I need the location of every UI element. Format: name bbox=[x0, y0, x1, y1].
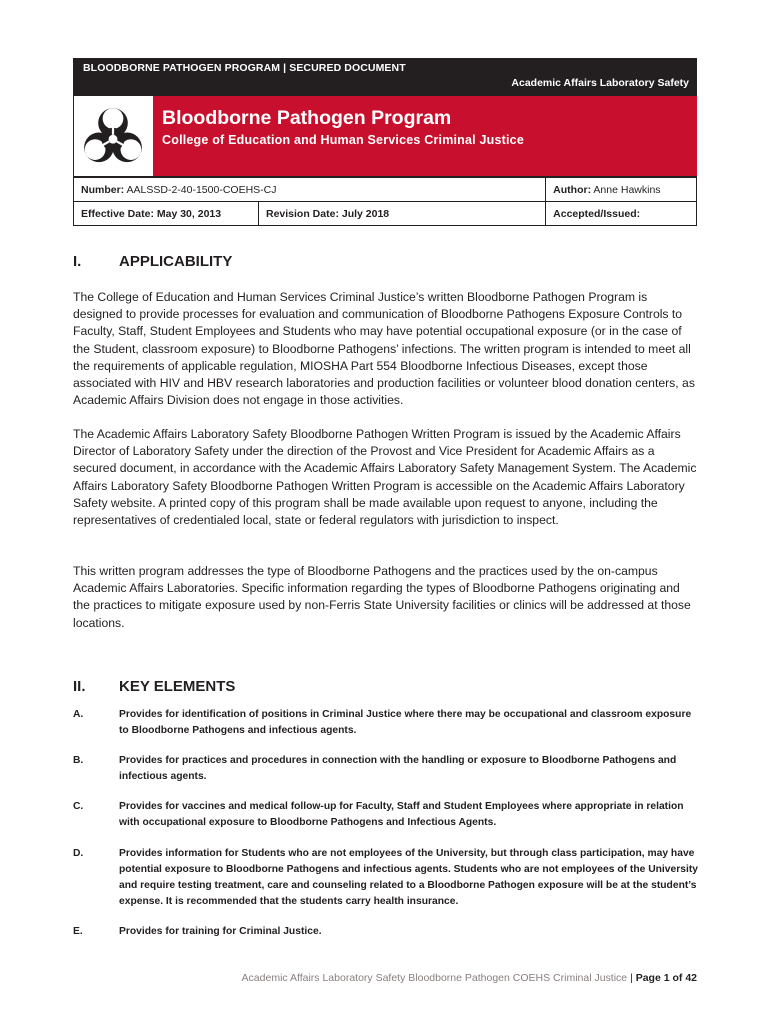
department-name: Academic Affairs Laboratory Safety bbox=[511, 77, 689, 89]
paragraph: The Academic Affairs Laboratory Safety Bloodborne Pathogen Written Program is issued by the Academic Affairs Director of Laboratory Safety under the direction of the Provost and Vice President for Academic Affairs as a secured document, in accordance with the Academic Affairs Laboratory Safety Management System. The Academic Affairs Laboratory Safety Bloodborne Pathogen Written Program is accessible on the Academic Affairs Laboratory Safety website. A printed copy of this program shall be made available upon request to anyone, including the representatives of credentialed local, state or federal regulators with jurisdiction to inspect. bbox=[73, 427, 697, 528]
biohazard-icon bbox=[76, 102, 150, 172]
list-item-letter: C. bbox=[73, 801, 84, 812]
section-title: APPLICABILITY bbox=[119, 253, 233, 270]
number-value: AALSSD-2-40-1500-COEHS-CJ bbox=[126, 183, 277, 196]
number-label: Number: bbox=[81, 183, 125, 196]
accepted-label: Accepted/Issued: bbox=[553, 207, 641, 220]
list-item-text: Provides for training for Criminal Justice. bbox=[119, 926, 322, 937]
footer-text: Academic Affairs Laboratory Safety Bloodborne Pathogen COEHS Criminal Justice bbox=[241, 972, 628, 984]
page-footer bbox=[0, 972, 697, 984]
document-subtitle: College of Education and Human Services Criminal Justice bbox=[162, 133, 524, 147]
section-number: II. bbox=[73, 678, 86, 695]
paragraph: This written program addresses the type of Bloodborne Pathogens and the practices used by the on-campus Academic Affairs Laboratories. Specific information regarding the types of Bloodborne Pathogens originating and the practices to mitigate exposure used by non-Ferris State University facilities or clinics will be addressed at those locations. bbox=[73, 564, 691, 630]
revision-date-label: Revision Date: bbox=[266, 207, 339, 220]
effective-date-value: May 30, 2013 bbox=[156, 207, 222, 220]
document-classification: BLOODBORNE PATHOGEN PROGRAM | SECURED DOCUMENT bbox=[83, 62, 406, 74]
section-title: KEY ELEMENTS bbox=[119, 678, 236, 695]
title-block bbox=[73, 96, 697, 177]
list-item-letter: D. bbox=[73, 848, 84, 859]
list-item-text: Provides for practices and procedures in connection with the handling or exposure to Bloodborne Pathogens and infectious agents. bbox=[119, 755, 677, 782]
document-title: Bloodborne Pathogen Program bbox=[162, 107, 452, 129]
revision-date-value: July 2018 bbox=[341, 207, 390, 220]
document-meta-table bbox=[73, 177, 697, 226]
author-value: Anne Hawkins bbox=[593, 183, 661, 196]
list-item-letter: A. bbox=[73, 709, 84, 720]
list-item-letter: B. bbox=[73, 755, 84, 766]
page-number: Page 1 of 42 bbox=[635, 972, 697, 984]
list-item-text: Provides information for Students who are not employees of the University, but through class participation, may have potential exposure to Bloodborne Pathogens and infectious agents. Students who are not employees of the University and require testing treatment, care and counseling related to a Bloodborne Pathogen exposure will be at the student’s expense. It is recommended that the students carry health insurance. bbox=[119, 848, 698, 907]
revision-date-cell bbox=[259, 202, 546, 226]
logo-cell bbox=[74, 96, 153, 176]
title-banner bbox=[153, 96, 697, 176]
accepted-cell bbox=[546, 202, 697, 226]
section-number: I. bbox=[73, 253, 82, 270]
list-item-letter: E. bbox=[73, 926, 83, 937]
effective-date-label: Effective Date: bbox=[81, 207, 154, 220]
list-item-text: Provides for identification of positions in Criminal Justice where there may be occupational and classroom exposure to Bloodborne Pathogens and infectious agents. bbox=[119, 709, 692, 736]
effective-date-cell bbox=[74, 202, 259, 226]
author-label: Author: bbox=[553, 183, 592, 196]
author-cell bbox=[546, 178, 697, 202]
header-band bbox=[73, 58, 697, 96]
footer-separator: | bbox=[630, 972, 633, 984]
paragraph: The College of Education and Human Services Criminal Justice’s written Bloodborne Pathogen Program is designed to provide processes for evaluation and communication of Bloodborne Pathogens Exposure Controls to Faculty, Staff, Student Employees and Students who may have potential occupational exposure (or in the case of the Student, classroom exposure) to Bloodborne Pathogens’ infections. The written program is intended to meet all the requirements of applicable regulation, MIOSHA Part 554 Bloodborne Infectious Diseases, except those associated with HIV and HBV research laboratories and production facilities or volunteer blood donation centers, as Academic Affairs Division does not engage in those activities. bbox=[73, 290, 695, 408]
number-cell bbox=[74, 178, 546, 202]
list-item-text: Provides for vaccines and medical follow-up for Faculty, Staff and Student Employees where appropriate in relation with occupational exposure to Bloodborne Pathogens and Infectious Agents. bbox=[119, 801, 684, 828]
